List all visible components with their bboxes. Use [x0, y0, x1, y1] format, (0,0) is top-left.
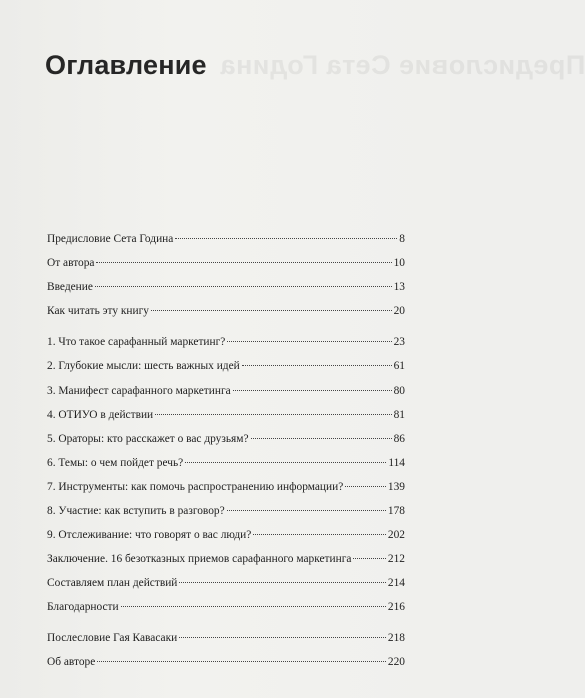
toc-entry[interactable]: [47, 408, 405, 422]
toc-entry-page: 80: [393, 385, 405, 397]
dot-leader: [251, 438, 392, 439]
toc-entry-page: 10: [393, 257, 405, 269]
dot-leader: [242, 365, 392, 366]
toc-entry-label: Об авторе: [47, 656, 96, 668]
toc-entry-label: Предисловие Сета Година: [47, 233, 174, 245]
toc-entry-label: 1. Что такое сарафанный маркетинг?: [47, 336, 226, 348]
toc-entry-page: 214: [387, 577, 405, 589]
toc-entry[interactable]: [47, 600, 405, 614]
toc-entry-page: 202: [387, 529, 405, 541]
toc-entry[interactable]: [47, 304, 405, 318]
toc-entry-page: 212: [387, 553, 405, 565]
toc-entry[interactable]: [47, 528, 405, 542]
toc-entry-page: 61: [393, 360, 405, 372]
toc-entry[interactable]: [47, 432, 405, 446]
toc-entry-page: 8: [399, 233, 405, 245]
toc-entry[interactable]: [47, 280, 405, 294]
toc-entry-page: 139: [387, 481, 405, 493]
toc-entry-label: 3. Манифест сарафанного маркетинга: [47, 385, 231, 397]
toc-entry-page: 13: [393, 281, 405, 293]
dot-leader: [353, 558, 385, 559]
toc-entry[interactable]: [47, 456, 405, 470]
toc-entry[interactable]: [47, 335, 405, 349]
toc-entry-page: 81: [393, 409, 405, 421]
page-title: Оглавление: [45, 50, 207, 80]
toc-entry-label: Как читать эту книгу: [47, 305, 149, 317]
toc-entry-label: 6. Темы: о чем пойдет речь?: [47, 457, 184, 469]
toc-entry[interactable]: [47, 631, 405, 645]
dot-leader: [345, 486, 386, 487]
dot-leader: [95, 286, 392, 287]
toc-entry[interactable]: [47, 359, 405, 373]
toc-entry[interactable]: [47, 256, 405, 270]
toc-entry-label: 2. Глубокие мысли: шесть важных идей: [47, 360, 240, 372]
toc-entry-label: Введение: [47, 281, 93, 293]
toc-entry-label: 7. Инструменты: как помочь распространению информации?: [47, 481, 344, 493]
toc-entry-label: 9. Отслеживание: что говорят о вас люди?: [47, 529, 252, 541]
toc-entry-label: Заключение. 16 безотказных приемов сарафанного маркетинга: [47, 553, 352, 565]
toc-entry-page: 23: [393, 336, 405, 348]
toc-entry-page: 86: [393, 433, 405, 445]
dot-leader: [121, 606, 386, 607]
bleed-through-text: Предисловие Сета Година: [220, 50, 585, 80]
toc-entry-page: 178: [387, 505, 405, 517]
dot-leader: [253, 534, 386, 535]
toc-entry-label: Послесловие Гая Кавасаки: [47, 632, 178, 644]
toc-entry-label: 5. Ораторы: кто расскажет о вас друзьям?: [47, 433, 249, 445]
toc-entry-label: 4. ОТИУО в действии: [47, 409, 154, 421]
toc-entry-page: 114: [388, 457, 405, 469]
dot-leader: [151, 310, 392, 311]
dot-leader: [233, 390, 392, 391]
toc-entry[interactable]: [47, 232, 405, 246]
toc-entry-label: Составляем план действий: [47, 577, 178, 589]
dot-leader: [179, 582, 386, 583]
toc-entry-page: 220: [387, 656, 405, 668]
toc-entry[interactable]: [47, 480, 405, 494]
dot-leader: [97, 661, 386, 662]
dot-leader: [155, 414, 391, 415]
toc-entry[interactable]: [47, 576, 405, 590]
toc-entry-page: 216: [387, 601, 405, 613]
dot-leader: [175, 238, 397, 239]
dot-leader: [227, 510, 386, 511]
toc-entry-label: Благодарности: [47, 601, 119, 613]
dot-leader: [185, 462, 386, 463]
toc-entry-label: 8. Участие: как вступить в разговор?: [47, 505, 225, 517]
toc-entry[interactable]: [47, 384, 405, 398]
toc-entry-page: 218: [387, 632, 405, 644]
dot-leader: [179, 637, 386, 638]
toc-entry-page: 20: [393, 305, 405, 317]
toc-entry[interactable]: [47, 655, 405, 669]
dot-leader: [96, 262, 391, 263]
toc-entry[interactable]: [47, 504, 405, 518]
toc-entry-label: От автора: [47, 257, 95, 269]
dot-leader: [227, 341, 391, 342]
toc-entry[interactable]: [47, 552, 405, 566]
